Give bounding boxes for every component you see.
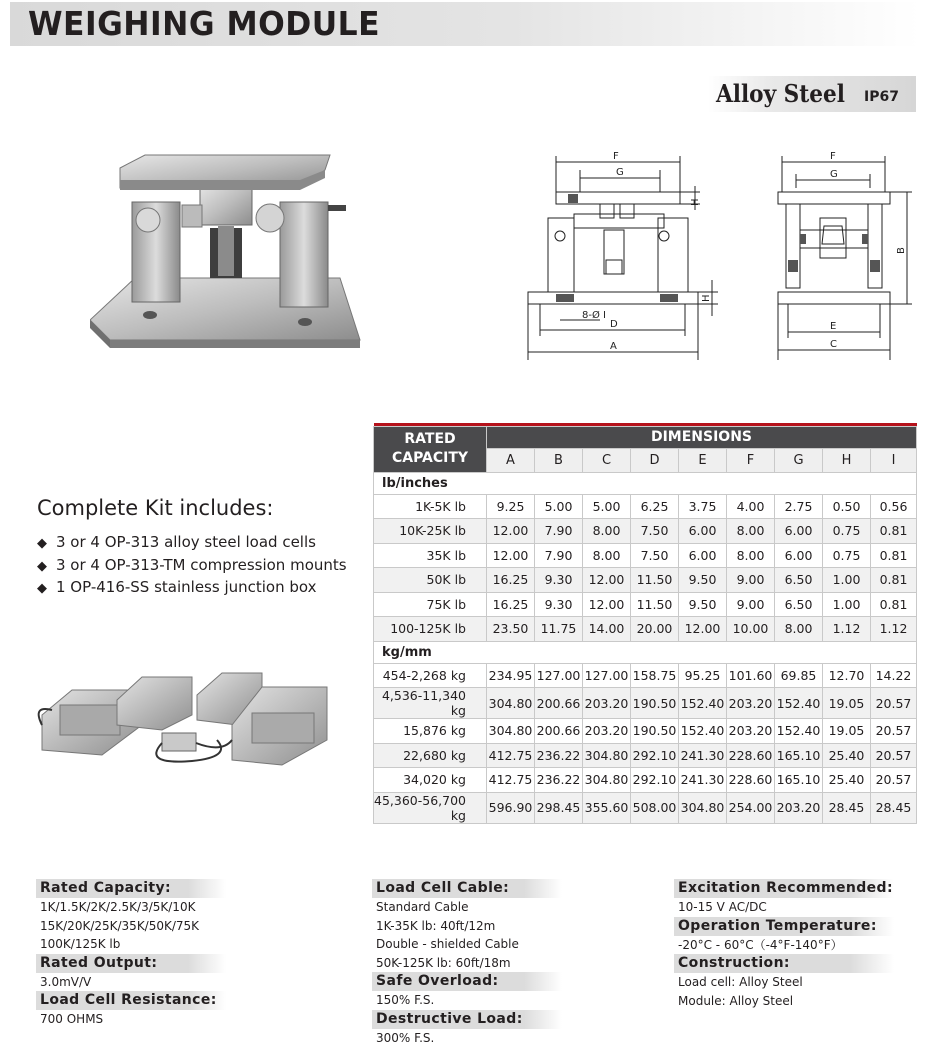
spec-heading: Load Cell Resistance: <box>36 991 226 1010</box>
column-header-c: C <box>583 448 631 472</box>
kit-heading: Complete Kit includes: <box>37 496 274 520</box>
dimension-cell-a: 412.75 <box>487 768 535 793</box>
table-row <box>374 792 917 823</box>
kit-list <box>37 532 347 600</box>
dimension-cell-i: 20.57 <box>871 743 917 768</box>
dimension-cell-h: 25.40 <box>823 743 871 768</box>
dimension-cell-c: 127.00 <box>583 663 631 688</box>
dimension-cell-f: 228.60 <box>727 768 775 793</box>
spec-heading: Safe Overload: <box>372 972 562 991</box>
dimension-cell-f: 9.00 <box>727 568 775 593</box>
dimension-cell-i: 0.56 <box>871 494 917 519</box>
dimension-cell-g: 6.50 <box>775 592 823 617</box>
column-header-i: I <box>871 448 917 472</box>
dimension-cell-d: 158.75 <box>631 663 679 688</box>
spec-heading: Excitation Recommended: <box>674 879 894 898</box>
dim-I: 8-Ø I <box>582 310 606 321</box>
spec-heading: Destructive Load: <box>372 1010 562 1029</box>
capacity-cell: 22,680 kg <box>374 743 487 768</box>
dimension-cell-d: 20.00 <box>631 617 679 642</box>
dimension-cell-c: 203.20 <box>583 688 631 719</box>
column-header-a: A <box>487 448 535 472</box>
dimension-cell-f: 228.60 <box>727 743 775 768</box>
side-dim-G: G <box>830 169 838 180</box>
spec-value: 3.0mV/V <box>40 974 92 989</box>
spec-heading: Construction: <box>674 954 894 973</box>
dimension-cell-d: 6.25 <box>631 494 679 519</box>
table-row <box>374 543 917 568</box>
dimension-cell-i: 14.22 <box>871 663 917 688</box>
diamond-bullet-icon: ◆ <box>37 536 47 551</box>
dimension-cell-h: 1.00 <box>823 568 871 593</box>
column-header-e: E <box>679 448 727 472</box>
spec-value: Double - shielded Cable <box>376 937 519 951</box>
dimension-cell-a: 16.25 <box>487 592 535 617</box>
side-dim-F: F <box>830 151 836 162</box>
kit-item <box>37 577 347 600</box>
capacity-cell: 10K-25K lb <box>374 519 487 544</box>
spec-heading: Load Cell Cable: <box>372 879 562 898</box>
dimension-cell-e: 241.30 <box>679 768 727 793</box>
spec-value: 300% F.S. <box>376 1030 435 1045</box>
dimension-cell-d: 292.10 <box>631 768 679 793</box>
rated-capacity-header <box>374 426 487 472</box>
dimension-cell-h: 19.05 <box>823 688 871 719</box>
column-header-h: H <box>823 448 871 472</box>
dimension-cell-e: 241.30 <box>679 743 727 768</box>
dimension-cell-c: 203.20 <box>583 719 631 744</box>
capacity-cell: 454-2,268 kg <box>374 663 487 688</box>
dim-F: F <box>613 151 619 162</box>
dimension-cell-i: 20.57 <box>871 719 917 744</box>
dimension-cell-a: 304.80 <box>487 688 535 719</box>
dimension-cell-i: 0.81 <box>871 543 917 568</box>
table-row <box>374 592 917 617</box>
dimension-cell-i: 0.81 <box>871 592 917 617</box>
dimension-cell-d: 190.50 <box>631 719 679 744</box>
dimension-cell-i: 0.81 <box>871 519 917 544</box>
table-row <box>374 719 917 744</box>
dimension-cell-a: 9.25 <box>487 494 535 519</box>
dimension-cell-e: 9.50 <box>679 568 727 593</box>
dimension-cell-c: 304.80 <box>583 768 631 793</box>
spec-value: Standard Cable <box>376 900 469 914</box>
capacity-cell: 75K lb <box>374 592 487 617</box>
specs-column-3 <box>674 879 894 1010</box>
specs-column-2 <box>372 879 562 1047</box>
dimension-cell-g: 203.20 <box>775 792 823 823</box>
spec-heading: Rated Output: <box>36 954 226 973</box>
kit-item-text: 3 or 4 OP-313 alloy steel load cells <box>56 533 316 551</box>
dimension-cell-f: 9.00 <box>727 592 775 617</box>
ip-rating-label: IP67 <box>864 89 899 105</box>
spec-value: 1K-35K lb: 40ft/12m <box>376 918 496 933</box>
dimension-cell-d: 11.50 <box>631 568 679 593</box>
table-row <box>374 768 917 793</box>
dimension-cell-e: 304.80 <box>679 792 727 823</box>
spec-value: 1K/1.5K/2K/2.5K/3/5K/10K <box>40 900 196 914</box>
spec-heading: Rated Capacity: <box>36 879 226 898</box>
dimension-cell-g: 6.00 <box>775 519 823 544</box>
dimension-cell-e: 152.40 <box>679 719 727 744</box>
dimension-cell-f: 4.00 <box>727 494 775 519</box>
dimension-cell-i: 0.81 <box>871 568 917 593</box>
dimension-cell-h: 12.70 <box>823 663 871 688</box>
dimension-cell-c: 14.00 <box>583 617 631 642</box>
dimension-cell-e: 6.00 <box>679 519 727 544</box>
dimension-cell-g: 165.10 <box>775 743 823 768</box>
spec-value: Load cell: Alloy Steel <box>678 975 803 989</box>
specs-column-1 <box>36 879 226 1029</box>
dimension-cell-h: 28.45 <box>823 792 871 823</box>
spec-heading: Operation Temperature: <box>674 917 894 936</box>
dimension-cell-d: 508.00 <box>631 792 679 823</box>
dimension-cell-e: 3.75 <box>679 494 727 519</box>
dimension-cell-f: 8.00 <box>727 543 775 568</box>
dimension-cell-f: 203.20 <box>727 719 775 744</box>
spec-value: 100K/125K lb <box>40 937 121 951</box>
dimension-cell-a: 412.75 <box>487 743 535 768</box>
unit-group-label: kg/mm <box>374 641 917 663</box>
side-dim-B: B <box>896 247 907 254</box>
dimension-cell-h: 0.75 <box>823 519 871 544</box>
spec-value: 700 OHMS <box>40 1012 104 1026</box>
table-row <box>374 519 917 544</box>
dimension-cell-b: 127.00 <box>535 663 583 688</box>
capacity-cell: 15,876 kg <box>374 719 487 744</box>
dimension-cell-i: 28.45 <box>871 792 917 823</box>
spec-value: 15K/20K/25K/35K/50K/75K <box>40 918 200 933</box>
spec-value: Module: Alloy Steel <box>678 993 794 1008</box>
capacity-cell: 45,360-56,700 kg <box>374 792 487 823</box>
capacity-cell: 34,020 kg <box>374 768 487 793</box>
dimension-cell-b: 5.00 <box>535 494 583 519</box>
spec-value: 10-15 V AC/DC <box>678 900 767 914</box>
dimension-cell-c: 12.00 <box>583 592 631 617</box>
complete-kit-photo <box>32 665 332 775</box>
dimension-cell-h: 0.50 <box>823 494 871 519</box>
dimension-cell-h: 0.75 <box>823 543 871 568</box>
dimension-cell-c: 5.00 <box>583 494 631 519</box>
dimension-cell-f: 8.00 <box>727 519 775 544</box>
dimension-cell-d: 7.50 <box>631 543 679 568</box>
dimension-cell-g: 152.40 <box>775 719 823 744</box>
dimension-cell-e: 9.50 <box>679 592 727 617</box>
table-row <box>374 494 917 519</box>
dimension-cell-g: 8.00 <box>775 617 823 642</box>
side-dim-C: C <box>830 339 837 350</box>
table-row <box>374 663 917 688</box>
dimension-cell-f: 254.00 <box>727 792 775 823</box>
page-title: WEIGHING MODULE <box>28 4 381 43</box>
dimension-cell-b: 200.66 <box>535 719 583 744</box>
capacity-cell: 50K lb <box>374 568 487 593</box>
column-header-d: D <box>631 448 679 472</box>
dimension-cell-f: 203.20 <box>727 688 775 719</box>
spec-value: 150% F.S. <box>376 993 435 1007</box>
dimensions-table <box>373 423 917 824</box>
dim-H-top: H <box>690 198 701 206</box>
weighing-module-photo <box>90 150 365 355</box>
dimension-cell-b: 9.30 <box>535 592 583 617</box>
table-row <box>374 688 917 719</box>
dimensions-header: DIMENSIONS <box>487 426 917 448</box>
material-label: Alloy Steel <box>716 79 845 108</box>
dimension-cell-h: 1.00 <box>823 592 871 617</box>
kit-item-text: 1 OP-416-SS stainless junction box <box>56 578 317 596</box>
dimension-cell-b: 7.90 <box>535 519 583 544</box>
dimension-cell-f: 10.00 <box>727 617 775 642</box>
dimension-cell-d: 11.50 <box>631 592 679 617</box>
dimension-cell-g: 165.10 <box>775 768 823 793</box>
dimension-cell-i: 1.12 <box>871 617 917 642</box>
dimension-cell-g: 6.50 <box>775 568 823 593</box>
table-row <box>374 743 917 768</box>
side-dim-E: E <box>830 321 837 332</box>
column-header-b: B <box>535 448 583 472</box>
rated-capacity-header-line2: CAPACITY <box>391 450 469 466</box>
kit-item <box>37 532 347 555</box>
dimension-cell-a: 596.90 <box>487 792 535 823</box>
dimension-cell-g: 152.40 <box>775 688 823 719</box>
dimension-cell-d: 292.10 <box>631 743 679 768</box>
dimension-cell-d: 190.50 <box>631 688 679 719</box>
dimension-cell-a: 304.80 <box>487 719 535 744</box>
dimension-cell-b: 298.45 <box>535 792 583 823</box>
side-dimension-drawing <box>770 148 920 363</box>
diamond-bullet-icon: ◆ <box>37 558 47 574</box>
dimension-cell-b: 7.90 <box>535 543 583 568</box>
dimension-cell-a: 12.00 <box>487 543 535 568</box>
kit-item <box>37 555 347 578</box>
dim-A: A <box>610 341 617 352</box>
dimension-cell-e: 95.25 <box>679 663 727 688</box>
capacity-cell: 1K-5K lb <box>374 494 487 519</box>
dimension-cell-e: 6.00 <box>679 543 727 568</box>
dimension-cell-e: 152.40 <box>679 688 727 719</box>
diamond-bullet-icon: ◆ <box>37 581 47 596</box>
dimension-cell-a: 234.95 <box>487 663 535 688</box>
dimension-cell-h: 25.40 <box>823 768 871 793</box>
dim-H-base: H <box>701 294 712 302</box>
front-dimension-drawing <box>520 148 720 363</box>
dimension-cell-c: 12.00 <box>583 568 631 593</box>
dimension-cell-b: 200.66 <box>535 688 583 719</box>
kit-item-text: 3 or 4 OP-313-TM compression mounts <box>56 555 347 574</box>
dimension-cell-g: 69.85 <box>775 663 823 688</box>
dimension-cell-a: 12.00 <box>487 519 535 544</box>
rated-capacity-header-line1: RATED <box>404 431 456 447</box>
dimension-cell-b: 236.22 <box>535 743 583 768</box>
table-row <box>374 617 917 642</box>
dimension-cell-h: 19.05 <box>823 719 871 744</box>
dimension-cell-b: 11.75 <box>535 617 583 642</box>
column-header-f: F <box>727 448 775 472</box>
table-row <box>374 568 917 593</box>
dimension-cell-c: 8.00 <box>583 543 631 568</box>
dimension-cell-a: 23.50 <box>487 617 535 642</box>
dimension-cell-c: 8.00 <box>583 519 631 544</box>
dimension-cell-h: 1.12 <box>823 617 871 642</box>
dimension-cell-a: 16.25 <box>487 568 535 593</box>
dimension-cell-c: 355.60 <box>583 792 631 823</box>
capacity-cell: 35K lb <box>374 543 487 568</box>
capacity-cell: 100-125K lb <box>374 617 487 642</box>
dimension-cell-i: 20.57 <box>871 688 917 719</box>
dim-D: D <box>610 319 618 330</box>
dimension-cell-g: 6.00 <box>775 543 823 568</box>
dimension-cell-i: 20.57 <box>871 768 917 793</box>
dimension-cell-b: 9.30 <box>535 568 583 593</box>
dim-G: G <box>616 167 624 178</box>
column-header-g: G <box>775 448 823 472</box>
dimension-cell-g: 2.75 <box>775 494 823 519</box>
dimension-cell-f: 101.60 <box>727 663 775 688</box>
dimension-cell-b: 236.22 <box>535 768 583 793</box>
unit-group-label: lb/inches <box>374 472 917 494</box>
dimension-cell-e: 12.00 <box>679 617 727 642</box>
dimension-cell-d: 7.50 <box>631 519 679 544</box>
capacity-cell: 4,536-11,340 kg <box>374 688 487 719</box>
dimension-cell-c: 304.80 <box>583 743 631 768</box>
spec-value: 50K-125K lb: 60ft/18m <box>376 955 511 970</box>
spec-value: -20°C - 60°C（-4°F-140°F） <box>678 937 843 952</box>
